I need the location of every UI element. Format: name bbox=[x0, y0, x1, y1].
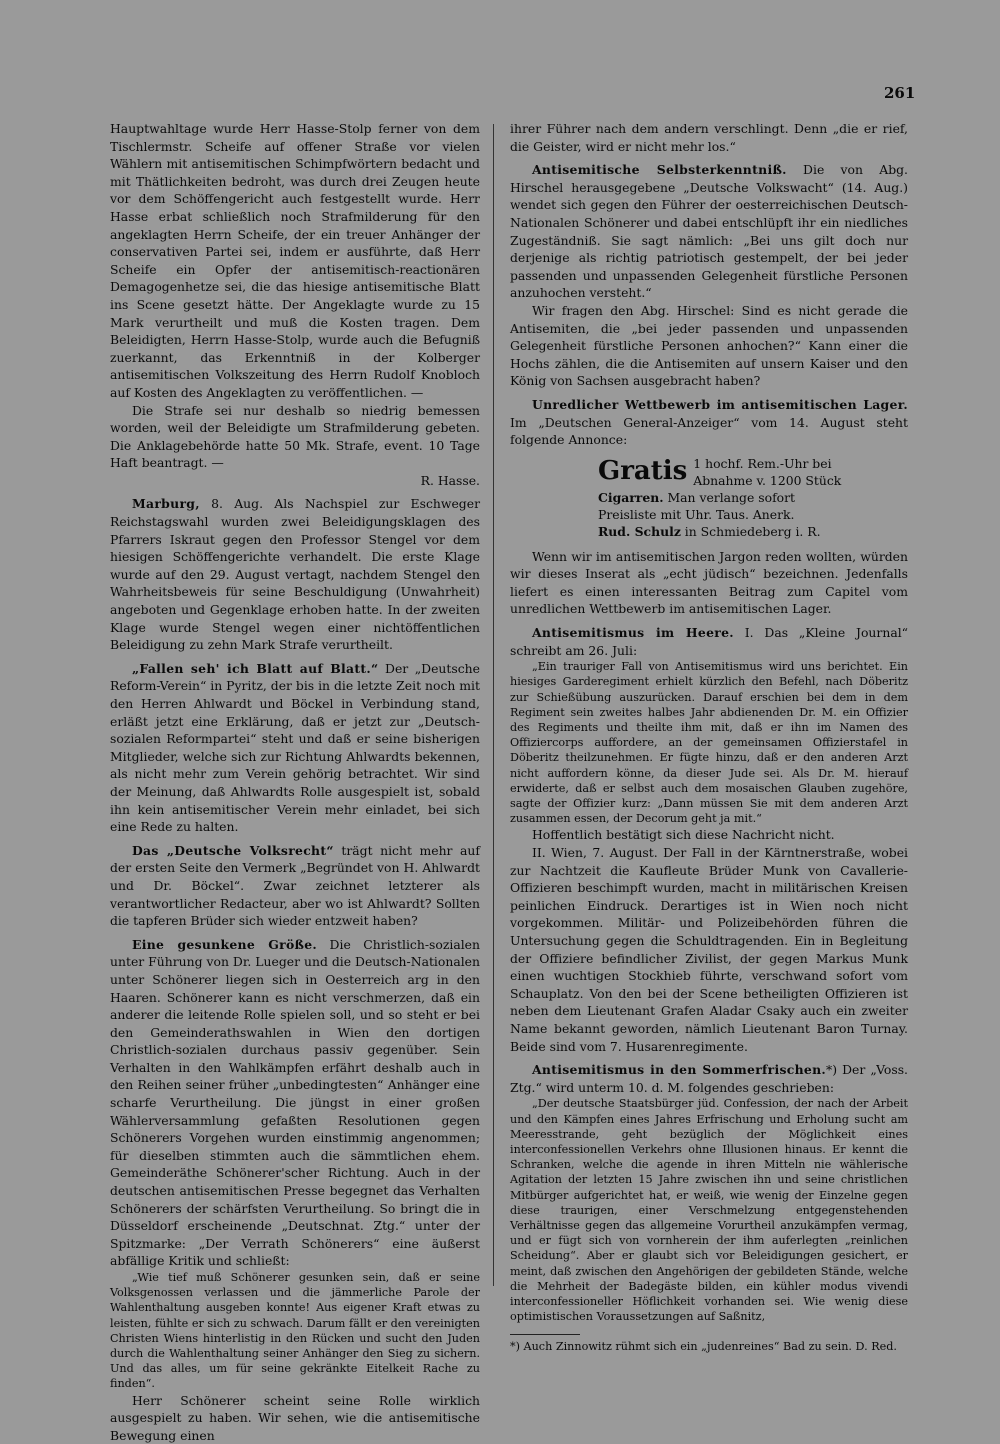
article-heading: Das „Deutsche Volksrecht“ bbox=[132, 842, 334, 858]
page-number: 261 bbox=[884, 84, 916, 102]
article-heading: Eine gesunkene Größe. bbox=[132, 936, 318, 952]
ad-line: in Schmiedeberg i. R. bbox=[680, 523, 821, 539]
article-heading: „Fallen seh' ich Blatt auf Blatt.“ bbox=[132, 660, 379, 676]
article-heading: Unredlicher Wettbewerb im antisemitischen Lager. bbox=[532, 396, 908, 412]
article-heading: Antisemitische Selbsterkenntniß. bbox=[532, 162, 787, 178]
paragraph-wien: II. Wien, 7. August. Der Fall in der Kärntnerstraße, wobei zur Nachtzeit die Kaufleute Brüder Munk von Cavallerie-Offizieren beschimpft wurden, macht in militärischen Kreisen peinlichen Eindruck. Derartiges ist in Wien noch nicht vorgekommen. Militär- und Polizeibehörden führen die Untersuchung gegen die Schuldtragenden. Ein in Begleitung der Offiziere befindlicher Zivilist, der gegen Markus Munk einen wuchtigen Stockhieb führte, verschwand sofort vom Schauplatz. Von den bei der Scene betheiligten Offizieren ist neben dem Lieutenant Grafen Aladar Csaky auch ein zweiter Name bekannt geworden, nämlich Lieutenant Baron Turnay. Beide sind vom 7. Husarenregimente. bbox=[510, 845, 908, 1054]
block-quote bbox=[510, 659, 908, 826]
article-body: Der „Deutsche Reform-Verein“ in Pyritz, der bis in die letzte Zeit noch mit den Herren Ahlwardt und Böckel in Verbindung stand, erläßt jetzt eine Erklärung, daß er jetzt zur „Deutsch-sozialen Reformpartei“ steht und daß er seine bisherigen Mitglieder, welche sich zur Richtung Ahlwardts bekennen, als nicht mehr zum Verein gehörig betrachtet. Wir sind der Meinung, daß Ahlwardts Rolle ausgespielt ist, sobald ihn kein antisemitischer Verein mehr einladet, bei sich eine Rede zu halten. bbox=[110, 660, 481, 835]
paragraph-schoenerer-end: Herr Schönerer scheint seine Rolle wirklich ausgespielt zu haben. Wir sehen, wie die antisemitische Bewegung einen bbox=[110, 1392, 480, 1443]
ad-line: Abnahme v. 1200 Stück bbox=[693, 472, 842, 488]
article-heading: Antisemitismus in den Sommerfrischen. bbox=[532, 1062, 827, 1078]
article-heading: Marburg, bbox=[132, 496, 200, 512]
quote-text: „Wie tief muß Schönerer gesunken sein, daß er seine Volksgenossen verlassen und die jämmerliche Parole der Wahlenthaltung ausgeben konnte! Aus eigener Kraft etwas zu leisten, fühlte er sich zu schwach. Darum fällt er den vereinigten Christen Wiens hinterlistig in den Rücken und sucht den Juden durch die Wahlenthaltung seiner Anhänger den Sieg zu sichern. Und das alles, um für seine gekränkte Eitelkeit Rache zu finden“. bbox=[110, 1271, 480, 1391]
advertisement bbox=[598, 455, 908, 540]
ad-cigarren: Cigarren. bbox=[598, 489, 664, 505]
article-body: Die Christlich-sozialen unter Führung von Dr. Lueger und die Deutsch-Nationalen unter Schönerer liegen sich in Oesterreich arg in den Haaren. Schönerer kann es nicht verschmerzen, daß ein anderer die leitende Rolle spielen soll, und so steht er bei den Gemeinderathswahlen in Wien den dortigen Christlich-sozialen durchaus passiv gegenüber. Sein Verhalten in den Wahlkämpfen erfährt deshalb auch in den Reihen seiner früher „unbedingtesten“ Anhänger eine scharfe Verurtheilung. Die jüngst in einer großen Wählerversammlung gefaßten Resolutionen gegen Schönerers Vorgehen wurden einstimmig angenommen; für dieselben stimmten auch die sämmtlichen ehem. Gemeinderäthe Schönerer'scher Richtung. Auch in der deutschen antisemitischen Presse begegnet das Verhalten Schönerers der schärfsten Verurtheilung. So bringt die in Düsseldorf erscheinende „Deutschnat. Ztg.“ unter der Spitzmarke: „Der Verrath Schönerers“ eine äußerst abfällige Kritik und schließt: bbox=[110, 936, 480, 1269]
block-quote bbox=[510, 1096, 908, 1324]
ad-line: Man verlange sofort bbox=[663, 489, 796, 505]
paragraph-jargon: Wenn wir im antisemitischen Jargon reden wollten, würden wir dieses Inserat als „echt jüdisch“ bezeichnen. Jedenfalls liefert es einen interessanten Beitrag zum Capitel vom unredlichen Wettbewerb im antisemitischen Lager. bbox=[510, 548, 908, 617]
ad-line: 1 hochf. Rem.-Uhr bei bbox=[693, 455, 832, 471]
article-gesunkene-groesse bbox=[110, 936, 480, 1270]
left-column bbox=[110, 120, 480, 1444]
paragraph-hoffentlich: Hoffentlich bestätigt sich diese Nachricht nicht. bbox=[532, 827, 835, 843]
paragraph-hasse-report: Hauptwahltage wurde Herr Hasse-Stolp ferner von dem Tischlermstr. Scheife auf offener Straße vor vielen Wählern mit antisemitischen Schimpfwörtern bedacht und mit Thätlichkeiten bedroht, was durch drei Zeugen heute vor dem Schöffengericht auch festgestellt wurde. Herr Hasse erbat schließlich noch Strafmilderung für den angeklagten Herrn Scheife, der ein treuer Anhänger der conservativen Partei sei, indem er ausführte, daß Herr Scheife ein Opfer der antisemitisch-reactionären Demagogenhetze sei, die das hiesige antisemitische Blatt ins Scene gesetzt hätte. Der Angeklagte wurde zu 15 Mark verurtheilt und muß die Kosten tragen. Dem Beleidigten, Herrn Hasse-Stolp, wurde auch die Befugniß zuerkannt, das Erkenntniß in der Kolberger antisemitischen Volkszeitung des Herrn Rudolf Knobloch auf Kosten des Angeklagten zu veröffentlichen. — bbox=[110, 121, 480, 400]
penalty-text: Die Strafe sei nur deshalb so niedrig bemessen worden, weil der Beleidigte um Strafmilderung gebeten. Die Anklagebehörde hatte 50 Mk. Strafe, event. 10 Tage Haft beantragt. — bbox=[110, 402, 480, 471]
article-volksrecht bbox=[110, 842, 480, 930]
paragraph-penalty bbox=[110, 402, 480, 472]
article-body: Die von Abg. Hirschel herausgegebene „Deutsche Volkswacht“ (14. Aug.) wendet sich gegen den Führer der oesterreichischen Deutsch-Nationalen Schönerer und dabei entschlüpft ihr ein niedliches Zugeständniß. Sie sagt nämlich: „Bei uns gilt doch nur derjenige als richtig patriotisch gestempelt, der bei jeder passenden und unpassenden Gelegenheit fürstliche Personen anzuhochen versteht.“ bbox=[510, 162, 908, 301]
block-quote bbox=[110, 1270, 480, 1392]
paragraph-hirschel: Wir fragen den Abg. Hirschel: Sind es nicht gerade die Antisemiten, die „bei jeder passenden und unpassenden Gelegenheit fürstliche Personen anhochen?“ Kann einer die Hochs zählen, die die Antisemiten auf unsern Kaiser und den König von Sachsen ausgebracht haben? bbox=[510, 302, 908, 389]
article-selbsterkenntniss bbox=[510, 161, 908, 302]
footnote: *) Auch Zinnowitz rühmt sich ein „judenreines“ Bad zu sein. D. Red. bbox=[510, 1340, 897, 1354]
quote-text: „Der deutsche Staatsbürger jüd. Confession, der nach der Arbeit und den Kämpfen eines Jahres Erfrischung und Erholung sucht am Meeresstrande, geht bezüglich der Möglichkeit eines interconfessionellen Verkehrs ohne Illusionen hinaus. Er kennt die Schranken, welche die agende in ihren Mitteln nie wählerische Agitation der letzten 15 Jahre zwischen ihn und seine christlichen Mitbürger aufgerichtet hat, er weiß, wie wenig der Einzelne gegen diese traurigen, einer Verschmelzung entgegenstehenden Verhältnisse gegen das allgemeine Vorurtheil anzukämpfen vermag, und er fügt sich von vornherein der ihm auferlegten „reinlichen Scheidung“. Aber er glaubt sich vor Beleidigungen gesichert, er meint, daß zwischen den Angehörigen der gebildeten Stände, welche die Mehrheit der Badegäste bilden, ein kühler modus vivendi interconfessioneller Höflichkeit vorhanden sei. Wie wenig diese optimistischen Voraussetzungen auf Saßnitz, bbox=[510, 1097, 908, 1324]
article-fallen-blatt bbox=[110, 660, 480, 836]
article-body: Im „Deutschen General-Anzeiger“ vom 14. August steht folgende Annonce: bbox=[510, 414, 908, 448]
ad-gratis: Gratis bbox=[598, 455, 688, 486]
ad-advertiser: Rud. Schulz bbox=[598, 523, 681, 539]
column-divider bbox=[493, 124, 494, 1286]
article-heere bbox=[510, 624, 908, 659]
article-body: Der „Voss. Ztg.“ wird unterm 10. d. M. folgendes geschrieben: bbox=[510, 1062, 908, 1095]
right-column bbox=[510, 120, 908, 1354]
article-heading: Antisemitismus im Heere. bbox=[532, 625, 734, 641]
article-body: 8. Aug. Als Nachspiel zur Eschweger Reichstagswahl wurden zwei Beleidigungsklagen des Pfarrers Iskraut gegen den Professor Stengel vor dem hiesigen Schöffengerichte verhandelt. Die erste Klage wurde auf den 29. August vertagt, nachdem Stengel den Wahrheitsbeweis für seine Beschuldigung (Unwahrheit) angeboten und Gegenklage erhoben hatte. In der zweiten Klage wurde Stengel wegen einer nichtöffentlichen Beleidigung zu zehn Mark Strafe verurtheilt. bbox=[110, 496, 480, 653]
article-body: trägt nicht mehr auf der ersten Seite den Vermerk „Begründet von H. Ahlwardt und Dr. Böckel“. Zwar zeichnet letzterer als verantwortlicher Redacteur, aber wo ist Ahlwardt? Sollten die tapferen Brüder sich wieder entzweit haben? bbox=[110, 842, 480, 929]
article-sommerfrischen bbox=[510, 1061, 908, 1096]
article-wettbewerb bbox=[510, 396, 908, 449]
article-marburg bbox=[110, 495, 480, 653]
footnote-marker: *) bbox=[826, 1062, 838, 1078]
signature: R. Hasse. bbox=[420, 472, 480, 488]
ad-line: Preisliste mit Uhr. Taus. Anerk. bbox=[598, 506, 795, 522]
quote-text: „Ein trauriger Fall von Antisemitismus wird uns berichtet. Ein hiesiges Garderegiment erhielt kürzlich den Befehl, nach Döberitz zur Schießübung auszurücken. Darauf erschien bei dem in dem Regiment sein zweites halbes Jahr abdienenden Dr. M. ein Offizier des Regiments und theilte ihm mit, daß er ihn im Namen des Offiziercorps auffordere, an der gemeinsamen Offizierstafel in Döberitz theilzunehmen. Er fügte hinzu, daß er den anderen Arzt nicht auffordern könne, da dieser Jude sei. Als Dr. M. hierauf erwiderte, daß er selbst auch dem mosaischen Glauben zugehöre, sagte der Offizier kurz: „Dann müssen Sie mit dem anderen Arzt zusammen essen, der Decorum geht ja mit.“ bbox=[510, 660, 908, 826]
footnote-rule bbox=[510, 1334, 580, 1335]
article-body: I. Das „Kleine Journal“ schreibt am 26. Juli: bbox=[510, 625, 909, 658]
paragraph-continuation: ihrer Führer nach dem andern verschlingt. Denn „die er rief, die Geister, wird er nicht mehr los.“ bbox=[510, 121, 908, 154]
